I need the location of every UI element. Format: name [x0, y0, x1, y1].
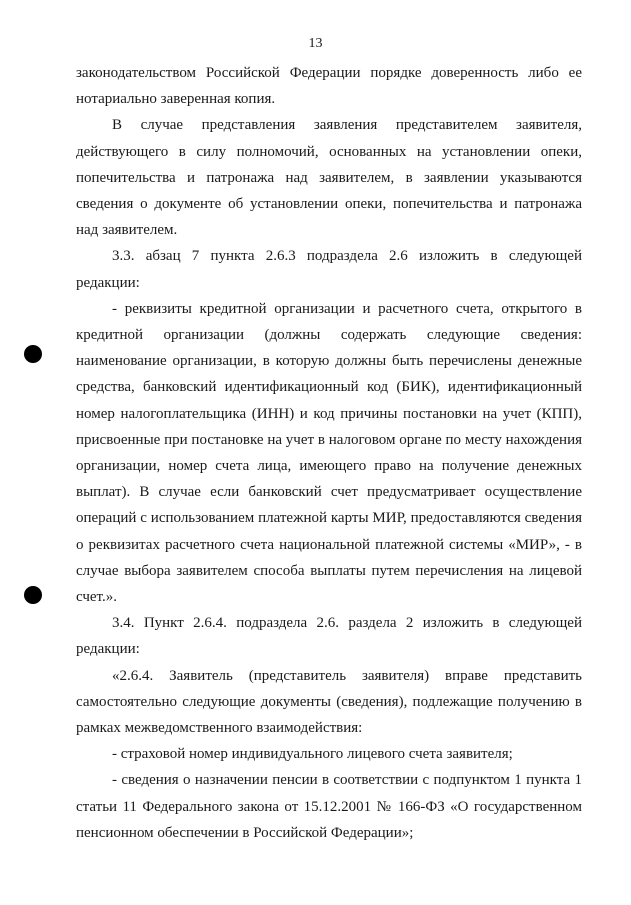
paragraph-4-line-5: номер налогоплательщика (ИНН) и код причины постановки на учет (КПП), [76, 405, 582, 422]
paragraph-5-line-1: 3.4. Пункт 2.6.4. подраздела 2.6. раздела 2 изложить в следующей [112, 615, 582, 632]
paragraph-4-line-8: выплат). В случае если банковский счет предусматривает осуществление [76, 484, 582, 501]
paragraph-8-line-1: - сведения о назначении пенсии в соответствии с подпунктом 1 пункта 1 [112, 772, 582, 789]
paragraph-2-line-2: действующего в силу полномочий, основанных на установлении опеки, [76, 143, 582, 160]
paragraph-3-line-2: редакции: [76, 274, 140, 291]
paragraph-4-line-1: - реквизиты кредитной организации и расчетного счета, открытого в [112, 300, 582, 317]
paragraph-2-line-5: над заявителем. [76, 222, 178, 239]
paragraph-7-line-1: - страховой номер индивидуального лицевого счета заявителя; [112, 746, 513, 763]
paragraph-6-line-1: «2.6.4. Заявитель (представитель заявителя) вправе представить [112, 667, 582, 684]
paragraph-4-line-11: случае выбора заявителем способа выплаты путем перечисления на лицевой [76, 562, 582, 579]
paragraph-4-line-9: операций с использованием платежной карты МИР, предоставляются сведения [76, 510, 582, 527]
paragraph-2-line-3: попечительства и патронажа над заявителем, в заявлении указываются [76, 169, 582, 186]
paragraph-4-line-7: организации, номер счета лица, имеющего право на получение денежных [76, 458, 582, 475]
document-body [76, 60, 582, 846]
paragraph-4-line-4: средства, банковский идентификационный код (БИК), идентификационный [76, 379, 582, 396]
page-number: 13 [308, 36, 323, 51]
paragraph-4-line-12: счет.». [76, 589, 117, 606]
paragraph-2-line-4: сведения о документе об установлении опеки, попечительства и патронажа [76, 196, 582, 213]
punch-hole-top [24, 345, 42, 363]
paragraph-5-line-2: редакции: [76, 641, 140, 658]
paragraph-1-line-2: нотариально заверенная копия. [76, 91, 276, 108]
paragraph-4-line-2: кредитной организации (должны содержать следующие сведения: [76, 327, 582, 344]
paragraph-4-line-10: о реквизитах расчетного счета национальной платежной системы «МИР», - в [76, 536, 582, 553]
punch-hole-bottom [24, 586, 42, 604]
paragraph-6-line-2: самостоятельно следующие документы (сведения), подлежащие получению в [76, 693, 582, 710]
paragraph-6-line-3: рамках межведомственного взаимодействия: [76, 720, 363, 737]
paragraph-2-line-1: В случае представления заявления представителем заявителя, [112, 117, 582, 134]
paragraph-4-line-6: присвоенные при постановке на учет в налоговом органе по месту нахождения [76, 431, 582, 448]
paragraph-1-line-1: законодательством Российской Федерации порядке доверенность либо ее [76, 65, 582, 81]
paragraph-3-line-1: 3.3. абзац 7 пункта 2.6.3 подраздела 2.6 изложить в следующей [112, 248, 582, 265]
paragraph-8-line-3: пенсионном обеспечении в Российской Федерации»; [76, 824, 414, 841]
paragraph-8-line-2: статьи 11 Федерального закона от 15.12.2001 № 166-ФЗ «О государственном [76, 798, 582, 815]
paragraph-4-line-3: наименование организации, в которую должны быть перечислены денежные [76, 353, 582, 370]
